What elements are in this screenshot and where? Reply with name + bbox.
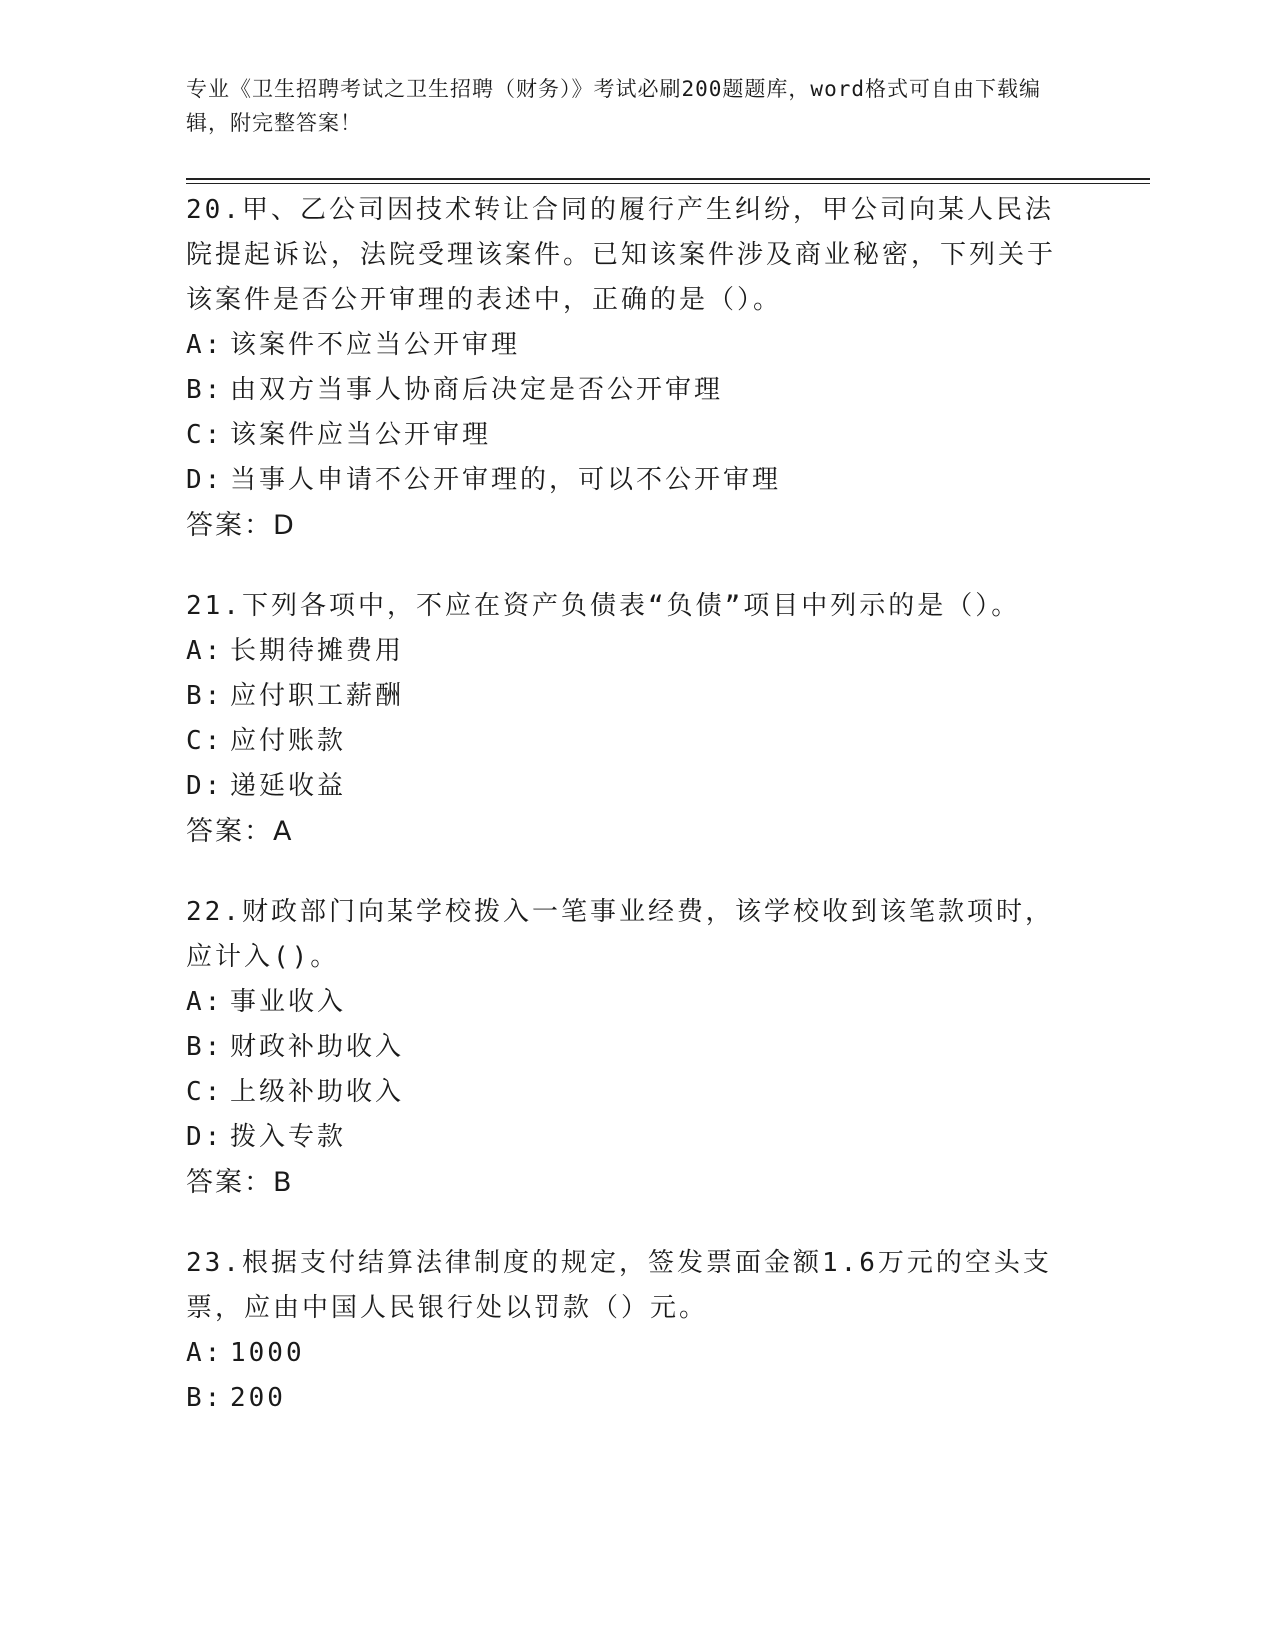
option-a xyxy=(186,323,1086,368)
option-letter: A: xyxy=(186,987,224,1017)
option-a xyxy=(186,980,1086,1025)
option-text: 事业收入 xyxy=(230,987,347,1017)
question-stem: 23.根据支付结算法律制度的规定，签发票面金额1.6万元的空头支票，应由中国人民银行处以罚款（）元。 xyxy=(186,1248,1052,1323)
option-b xyxy=(186,368,1086,413)
option-d xyxy=(186,764,1086,809)
option-text: 财政补助收入 xyxy=(230,1032,405,1062)
document-header: 专业《卫生招聘考试之卫生招聘（财务）》考试必刷200题题库，word格式可自由下载编辑，附完整答案！ xyxy=(186,77,1041,135)
option-text: 200 xyxy=(230,1383,286,1413)
option-text: 应付职工薪酬 xyxy=(230,681,405,711)
option-c xyxy=(186,719,1086,764)
option-letter: D: xyxy=(186,771,224,801)
option-text: 1000 xyxy=(230,1338,305,1368)
option-b xyxy=(186,1025,1086,1070)
option-a xyxy=(186,629,1086,674)
option-letter: C: xyxy=(186,726,224,756)
option-letter: D: xyxy=(186,465,224,495)
option-text: 该案件应当公开审理 xyxy=(230,420,492,450)
option-letter: C: xyxy=(186,1077,224,1107)
option-letter: A: xyxy=(186,636,224,666)
header-divider-thick xyxy=(186,178,1150,180)
option-letter: B: xyxy=(186,1032,224,1062)
option-text: 上级补助收入 xyxy=(230,1077,405,1107)
option-letter: B: xyxy=(186,1383,224,1413)
option-text: 长期待摊费用 xyxy=(230,636,405,666)
option-letter: B: xyxy=(186,375,224,405)
option-d xyxy=(186,1115,1086,1160)
answer-line: 答案：A xyxy=(186,816,294,847)
header-divider-thin xyxy=(186,183,1150,184)
option-letter: D: xyxy=(186,1122,224,1152)
question-21 xyxy=(186,584,1086,854)
option-text: 该案件不应当公开审理 xyxy=(230,330,521,360)
option-b xyxy=(186,1376,1086,1421)
option-text: 当事人申请不公开审理的，可以不公开审理 xyxy=(230,465,782,495)
question-list xyxy=(186,188,1086,1457)
option-text: 应付账款 xyxy=(230,726,347,756)
question-22 xyxy=(186,890,1086,1205)
option-text: 递延收益 xyxy=(230,771,347,801)
option-letter: A: xyxy=(186,1338,224,1368)
question-stem: 21.下列各项中，不应在资产负债表“负债”项目中列示的是（）。 xyxy=(186,591,1021,621)
answer-line: 答案：D xyxy=(186,510,296,541)
answer-line: 答案：B xyxy=(186,1167,294,1198)
option-letter: B: xyxy=(186,681,224,711)
option-text: 由双方当事人协商后决定是否公开审理 xyxy=(230,375,724,405)
option-d xyxy=(186,458,1086,503)
question-23 xyxy=(186,1241,1086,1421)
option-c xyxy=(186,1070,1086,1115)
option-letter: A: xyxy=(186,330,224,360)
option-a xyxy=(186,1331,1086,1376)
option-c xyxy=(186,413,1086,458)
option-text: 拨入专款 xyxy=(230,1122,347,1152)
option-letter: C: xyxy=(186,420,224,450)
question-20 xyxy=(186,188,1086,548)
question-stem: 22.财政部门向某学校拨入一笔事业经费，该学校收到该笔款项时，应计入()。 xyxy=(186,897,1054,972)
question-stem: 20.甲、乙公司因技术转让合同的履行产生纠纷，甲公司向某人民法院提起诉讼，法院受理该案件。已知该案件涉及商业秘密，下列关于该案件是否公开审理的表述中，正确的是（）。 xyxy=(186,195,1057,315)
option-b xyxy=(186,674,1086,719)
